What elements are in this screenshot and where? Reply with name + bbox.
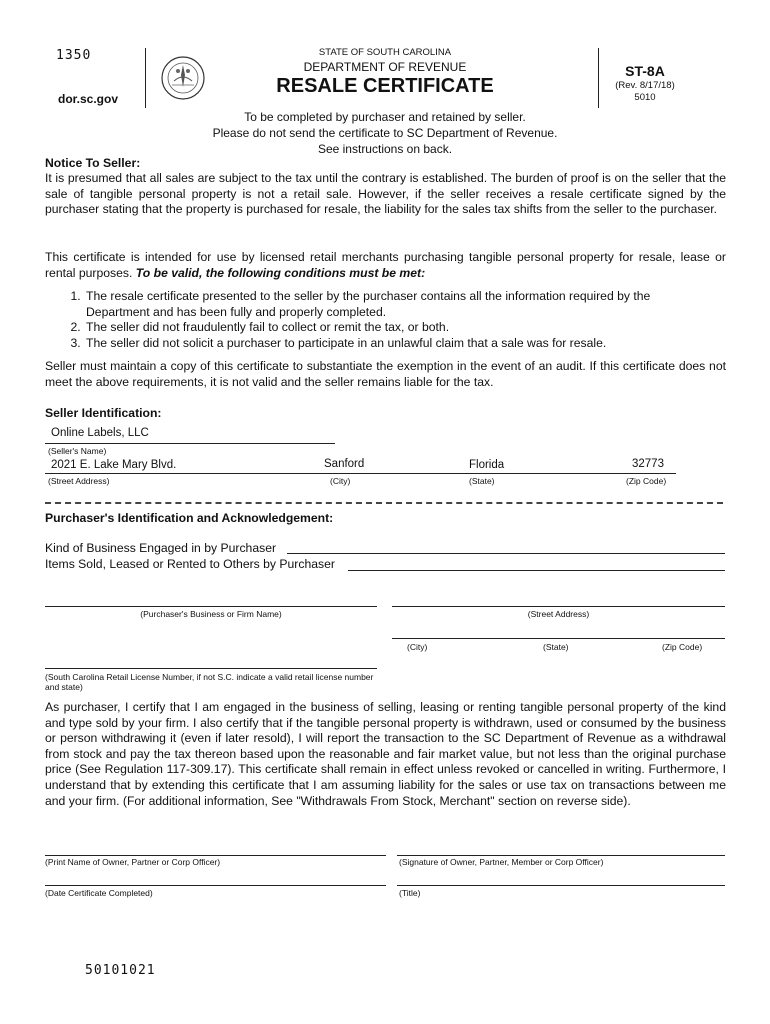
condition-item: 1. The resale certificate presented to the seller by the purchaser contains all the information required by the Department and has been fully and properly completed. [84,289,681,320]
certification-text: As purchaser, I certify that I am engaged in the business of selling, leasing or renting tangible personal property of the kind and type sold by your firm. I also certify that if the tangible personal property is withdrawn, used or consumed by the business or person withdrawing it (even if later resold), I will report the transaction to the SC Department of Revenue as a withdrawal from stock and pay the tax thereon based upon the reasonable and fair market value, but not less than the original purchase price (See Regulation 117-309.17). This certificate shall remain in effect unless revoked or cancelled in writing. Furthermore, I understand that by extending this certificate that I am assuming liability for the sales or use tax on transactions between me and your firm. (For additional information, See "Withdrawals From Stock, Merchant" section on reverse side). [45,700,726,808]
kind-of-business-field[interactable] [287,553,725,554]
notice-paragraph-2-lead: This certificate is intended for use by licensed retail merchants purchasing tangible personal property for resale, lease or rental purposes. [45,250,726,280]
purchaser-street-field[interactable] [392,606,725,607]
license-number-label: (South Carolina Retail License Number, if not S.C. indicate a valid retail license number and state) [45,672,374,692]
purchaser-zip-label: (Zip Code) [662,642,703,652]
seller-name-line [45,443,335,444]
notice-paragraph-1: It is presumed that all sales are subject to the tax until the contrary is established. The burden of proof is on the seller that the sale of tangible personal property is not a retail sale. However, if the seller receives a resale certificate signed by the purchaser stating that the property is purchased for resale, the liability for the sales tax shifts from the seller to the purchaser. [45,171,726,217]
form-code-bottom: 50101021 [85,963,156,978]
items-sold-field[interactable] [348,570,725,571]
notice-paragraph-2-emphasis: To be valid, the following conditions must be met: [135,265,426,280]
intro-line-1: To be completed by purchaser and retained by seller. [244,110,526,124]
intro-line-2: Please do not send the certificate to SC Department of Revenue. [212,126,558,140]
purchaser-business-name-label: (Purchaser's Business or Firm Name) [140,609,282,619]
state-seal-icon [160,55,206,101]
seller-zip-value[interactable]: 32773 [632,458,664,470]
revision-code: 5010 [634,92,656,103]
condition-item: 2. The seller did not fraudulently fail to collect or remit the tax, or both. [84,320,681,336]
seller-state-label: (State) [469,476,495,486]
form-number: ST-8A [625,63,665,79]
purchaser-business-name-field[interactable] [45,606,377,607]
signature-field[interactable] [397,855,725,856]
notice-paragraph-3: Seller must maintain a copy of this certificate to substantiate the exemption in the event of an audit. If this certificate does not meet the above requirements, it is not valid and the seller remains liable for the tax. [45,359,726,389]
purchaser-street-label: (Street Address) [527,609,590,619]
title-label: (Title) [399,888,421,898]
section-divider [45,502,723,504]
seller-address-line [45,473,676,474]
items-sold-label: Items Sold, Leased or Rented to Others by Purchaser [45,557,335,571]
seller-street-value[interactable]: 2021 E. Lake Mary Blvd. [51,459,177,471]
purchaser-city-state-zip-field[interactable] [392,638,725,639]
seller-city-value[interactable]: Sanford [324,458,365,470]
purchaser-heading: Purchaser's Identification and Acknowledgement: [45,511,334,525]
seller-name-label: (Seller's Name) [48,446,107,456]
date-completed-label: (Date Certificate Completed) [45,888,153,898]
form-code-top: 1350 [56,48,92,63]
website: dor.sc.gov [58,92,119,106]
seller-heading: Seller Identification: [45,406,162,420]
print-name-label: (Print Name of Owner, Partner or Corp Officer) [45,857,221,867]
kind-of-business-label: Kind of Business Engaged in by Purchaser [45,541,277,555]
license-number-field[interactable] [45,668,377,669]
purchaser-city-label: (City) [407,642,428,652]
intro-line-3: See instructions on back. [317,142,453,156]
seller-city-label: (City) [330,476,351,486]
seller-zip-label: (Zip Code) [626,476,667,486]
print-name-field[interactable] [45,855,386,856]
revision: (Rev. 8/17/18) [615,80,675,91]
seller-name-value[interactable]: Online Labels, LLC [51,427,149,439]
header-divider-left [145,48,146,108]
state-line: STATE OF SOUTH CAROLINA [318,47,452,58]
conditions-list [66,289,681,351]
page-title: RESALE CERTIFICATE [276,75,494,97]
seller-state-value[interactable]: Florida [469,459,505,471]
notice-paragraph-2 [45,250,726,281]
department-line: DEPARTMENT OF REVENUE [303,60,467,74]
title-field[interactable] [397,885,725,886]
seller-street-label: (Street Address) [48,476,110,486]
notice-heading: Notice To Seller: [45,156,141,170]
header-divider-right [598,48,599,108]
date-completed-field[interactable] [45,885,386,886]
purchaser-state-label: (State) [543,642,569,652]
condition-item: 3. The seller did not solicit a purchaser to participate in an unlawful claim that a sale was for resale. [84,336,681,352]
signature-label: (Signature of Owner, Partner, Member or Corp Officer) [399,857,604,867]
